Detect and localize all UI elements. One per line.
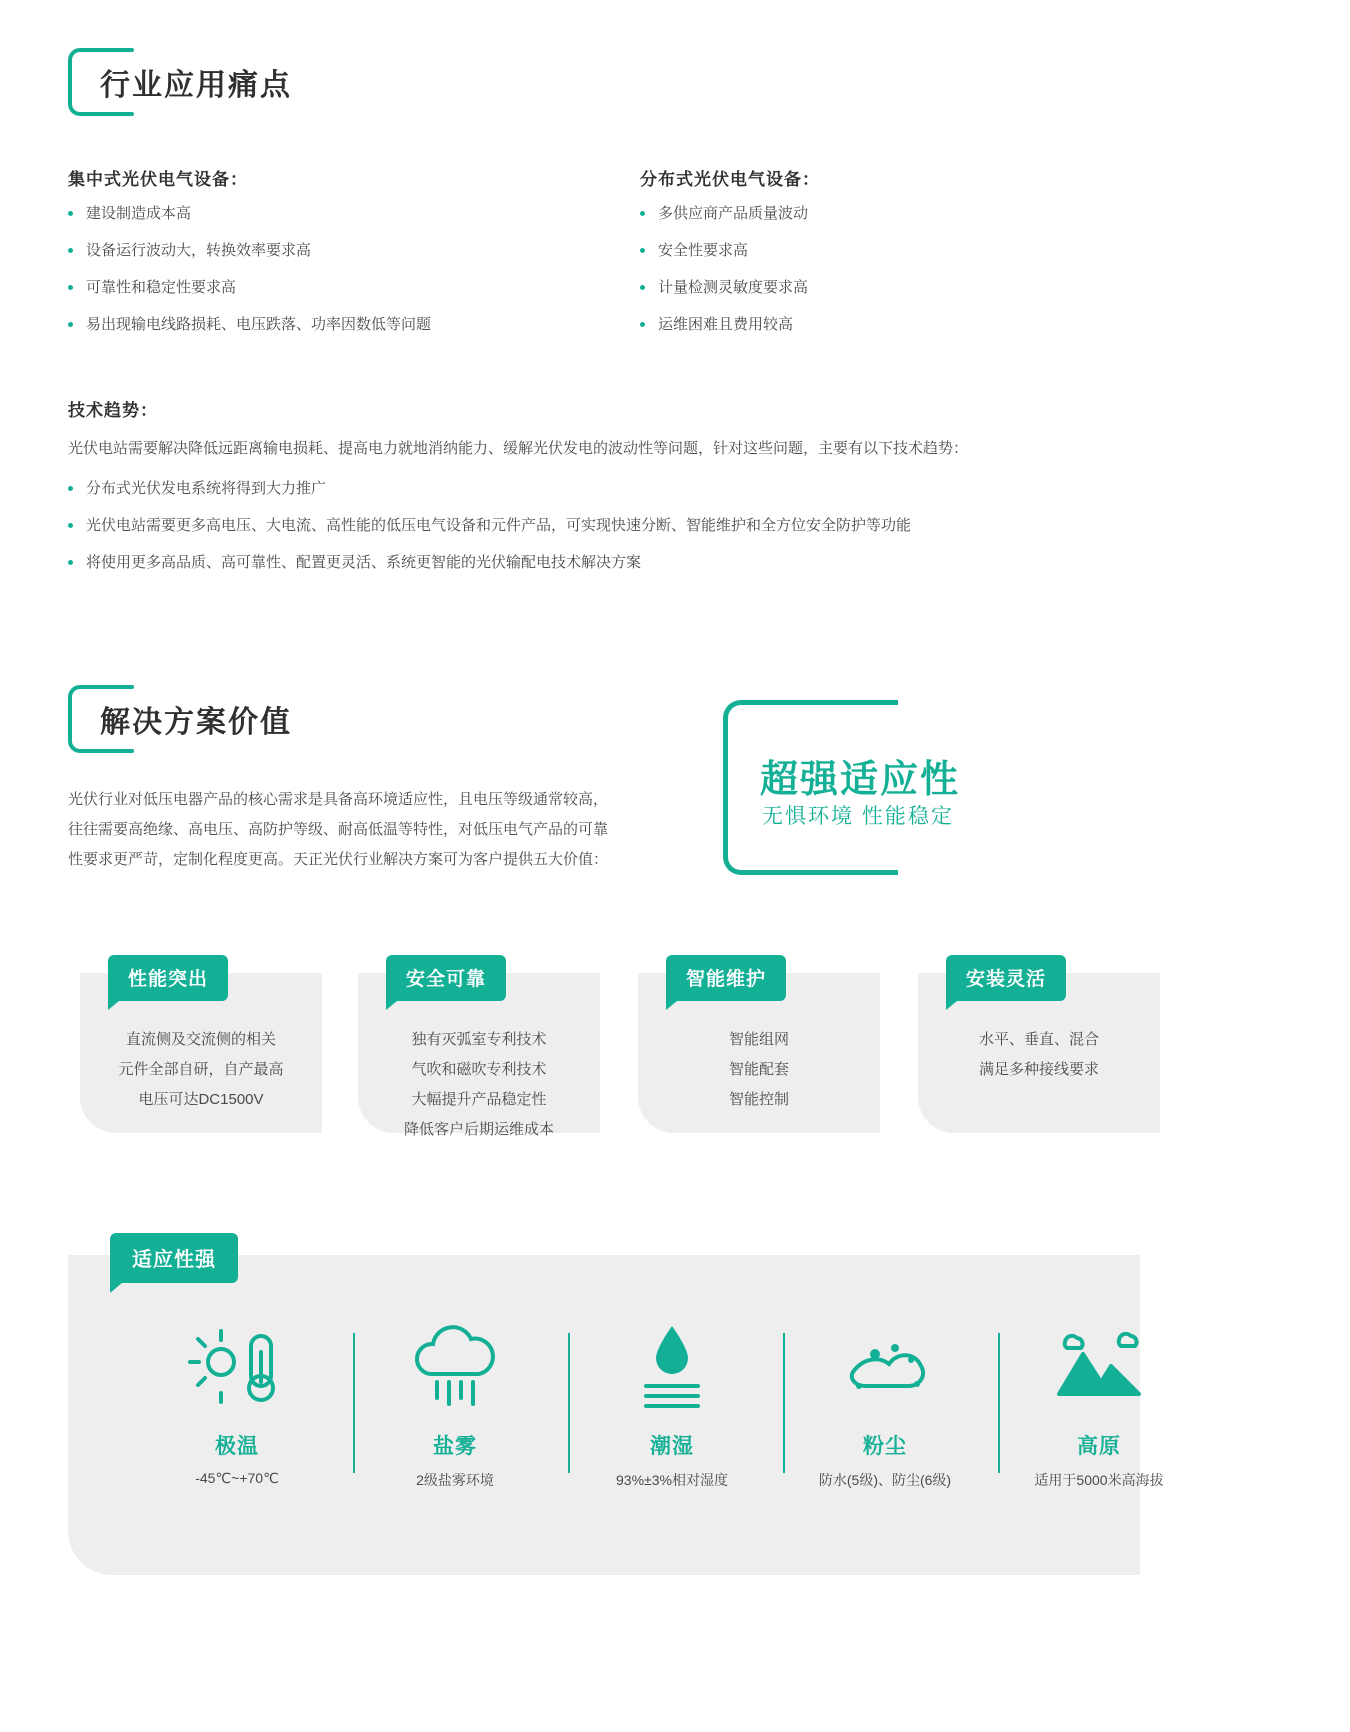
humidity-icon — [573, 1310, 771, 1418]
value-intro-text: 光伏行业对低压电器产品的核心需求是具备高环境适应性，且电压等级通常较高，往往需要高绝缘、高电压、高防护等级、耐高低温等特性，对低压电气产品的可靠性要求更严苛，定制化程度更高。天正光伏行业解决方案可为客户提供五大价值： — [68, 791, 609, 868]
salt-fog-icon — [356, 1310, 554, 1418]
badge-title: 超强适应性 — [760, 759, 961, 801]
card-line: 大幅提升产品稳定性 — [411, 1091, 547, 1108]
list-item: 运维困难且费用较高 — [640, 314, 1140, 335]
list-item: 安全性要求高 — [640, 240, 1140, 261]
trend-title: 技术趋势： — [68, 401, 158, 420]
adaptability-panel — [68, 1249, 1164, 1575]
feature-name: 盐雾 — [433, 1435, 477, 1458]
value-card-3 — [638, 969, 880, 1133]
list-item: 易出现输电线路损耗、电压跌落、功率因数低等问题 — [68, 314, 608, 335]
pain-left-list — [68, 203, 608, 351]
trend-intro: 光伏电站需要解决降低远距离输电损耗、提高电力就地消纳能力、缓解光伏发电的波动性等问题，针对这些问题，主要有以下技术趋势： — [68, 440, 969, 457]
card-line: 直流侧及交流侧的相关 — [125, 1031, 276, 1048]
feature-dust — [786, 1310, 984, 1490]
dust-icon — [786, 1310, 984, 1418]
value-card-2 — [358, 969, 600, 1138]
feature-extreme-temperature — [138, 1310, 336, 1487]
list-item: 光伏电站需要更多高电压、大电流、高性能的低压电气设备和元件产品，可实现快速分断、智能维护和全方位安全防护等功能 — [68, 515, 1138, 536]
pain-right-title: 分布式光伏电气设备： — [640, 170, 820, 189]
pain-right-list — [640, 203, 1140, 351]
section-title-value: 解决方案价值 — [100, 706, 292, 739]
list-item: 将使用更多高品质、高可靠性、配置更灵活、系统更智能的光伏输配电技术解决方案 — [68, 552, 1138, 573]
list-item: 可靠性和稳定性要求高 — [68, 277, 608, 298]
card-line: 独有灭弧室专利技术 — [411, 1031, 547, 1048]
list-item: 多供应商产品质量波动 — [640, 203, 1140, 224]
list-item: 设备运行波动大，转换效率要求高 — [68, 240, 608, 261]
section-heading-value — [68, 685, 292, 753]
pain-left-title: 集中式光伏电气设备： — [68, 170, 248, 189]
value-card-3-body — [638, 1025, 880, 1115]
card-line: 智能配套 — [728, 1061, 789, 1078]
feature-name: 高原 — [1077, 1435, 1121, 1458]
feature-name: 粉尘 — [863, 1435, 907, 1458]
value-card-1 — [80, 969, 322, 1133]
feature-desc: 防水(5级)、防尘(6级) — [818, 1472, 952, 1488]
card-line: 智能组网 — [728, 1031, 789, 1048]
value-cards — [68, 955, 1178, 1155]
list-item: 建设制造成本高 — [68, 203, 608, 224]
value-card-2-tag: 安全可靠 — [386, 955, 506, 1001]
feature-humidity — [573, 1310, 771, 1490]
card-line: 电压可达DC1500V — [138, 1091, 264, 1108]
divider — [783, 1333, 785, 1473]
feature-desc: -45℃~+70℃ — [195, 1470, 279, 1486]
value-card-1-body — [80, 1025, 322, 1115]
list-item: 计量检测灵敏度要求高 — [640, 277, 1140, 298]
feature-desc: 适用于5000米高海拔 — [1034, 1472, 1164, 1488]
plateau-icon — [1000, 1310, 1198, 1418]
value-card-2-body — [358, 1025, 600, 1145]
feature-desc: 93%±3%相对湿度 — [616, 1472, 728, 1488]
card-line: 水平、垂直、混合 — [978, 1031, 1099, 1048]
feature-salt-fog — [356, 1310, 554, 1490]
card-line: 元件全部自研，自产最高 — [118, 1061, 284, 1078]
value-card-4 — [918, 969, 1160, 1133]
value-card-1-tag: 性能突出 — [108, 955, 228, 1001]
card-line: 降低客户后期运维成本 — [403, 1121, 554, 1138]
value-card-4-tag: 安装灵活 — [946, 955, 1066, 1001]
page-title: 行业应用痛点 — [100, 69, 292, 102]
card-line: 气吹和磁吹专利技术 — [411, 1061, 547, 1078]
value-card-3-tag: 智能维护 — [666, 955, 786, 1001]
divider — [353, 1333, 355, 1473]
adaptability-tag: 适应性强 — [110, 1233, 238, 1283]
section-heading-pain — [68, 48, 292, 116]
temperature-icon — [138, 1310, 336, 1418]
card-line: 满足多种接线要求 — [978, 1061, 1099, 1078]
card-line: 智能控制 — [728, 1091, 789, 1108]
trend-list — [68, 478, 1138, 589]
feature-name: 潮湿 — [650, 1435, 694, 1458]
value-card-4-body — [918, 1025, 1160, 1085]
list-item: 分布式光伏发电系统将得到大力推广 — [68, 478, 1138, 499]
feature-name: 极温 — [215, 1435, 259, 1458]
feature-desc: 2级盐雾环境 — [416, 1472, 494, 1488]
divider — [568, 1333, 570, 1473]
badge-subtitle: 无惧环境 性能稳定 — [762, 805, 954, 828]
feature-plateau — [1000, 1310, 1198, 1490]
